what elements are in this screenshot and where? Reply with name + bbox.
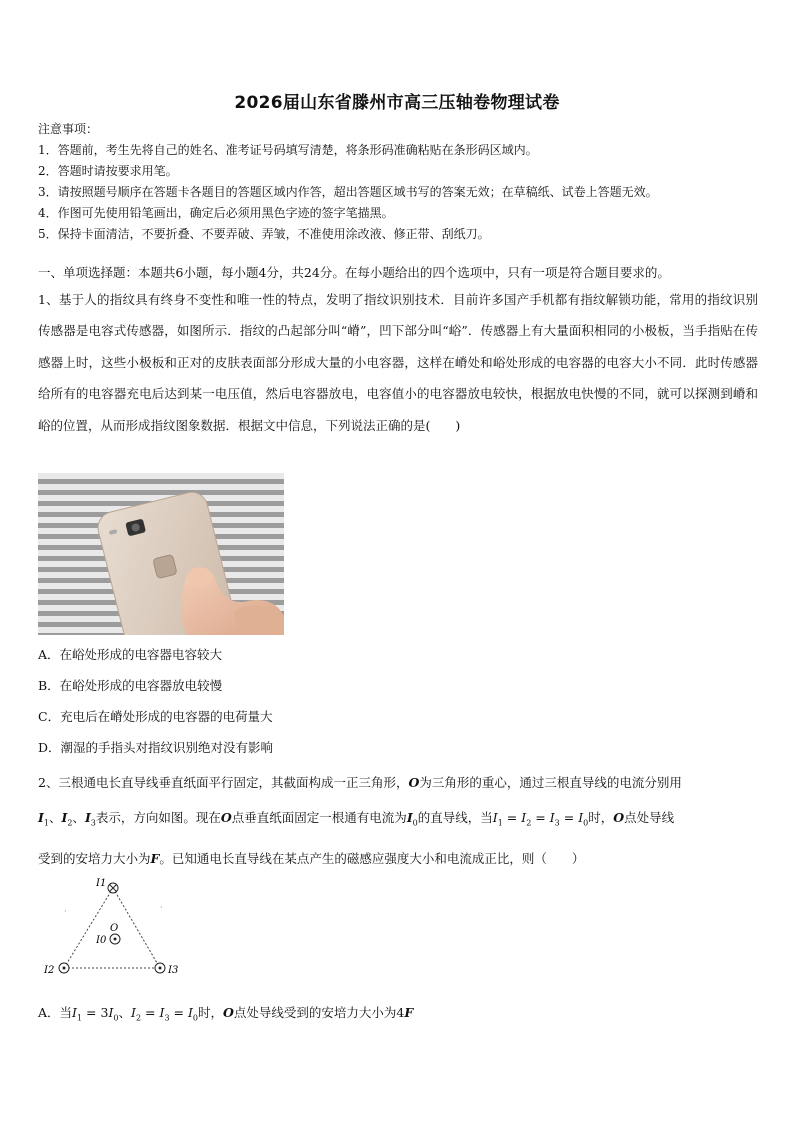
separator: 、	[48, 810, 62, 825]
subscript: 1	[76, 1013, 83, 1023]
q2-text: A．当	[38, 1005, 73, 1020]
triangle-edge-right	[113, 888, 160, 968]
q2-text: 点处导线受到的安培力大小为	[233, 1005, 397, 1020]
subscript: 2	[135, 1013, 142, 1023]
label-i0: I0	[96, 935, 107, 946]
question-1-option-b: B．在峪处形成的电容器放电较慢	[38, 678, 223, 693]
stray-mark: ·	[160, 903, 163, 913]
subscript: 0	[583, 818, 589, 828]
symbol-i: I	[38, 810, 44, 825]
triangle-edge-left	[64, 888, 113, 968]
subscript: 3	[90, 818, 96, 828]
symbol-i: I	[549, 810, 555, 825]
equals: =	[141, 1005, 160, 1020]
wire-i2-out-of-page-icon	[59, 963, 69, 973]
q2-text: 2、三根通电长直导线垂直纸面平行固定，其截面构成一正三角形，	[38, 775, 409, 790]
q2-text: 的直导线，当	[417, 810, 493, 825]
label-i3: I3	[168, 965, 179, 976]
equals: =	[559, 810, 579, 825]
notice-list	[38, 140, 768, 245]
subscript: 3	[554, 818, 560, 828]
symbol-i: I	[131, 1005, 136, 1020]
separator: 、	[72, 810, 85, 825]
symbol-i: I	[84, 810, 91, 825]
symbol-i: I	[187, 1005, 193, 1020]
q2-text: 时，	[198, 1005, 224, 1020]
subscript: 0	[192, 1013, 198, 1023]
phone-fingerprint-illustration	[38, 473, 284, 635]
triangle-diagram-svg	[38, 870, 198, 985]
q2-text: 点处导线	[624, 810, 675, 825]
notice-item: 2．答题时请按要求用笔。	[38, 164, 178, 178]
question-2-stem	[38, 765, 758, 876]
label-i2: I2	[44, 965, 55, 976]
wire-i3-out-of-page-icon	[155, 963, 165, 973]
q2-text: 点垂直纸面固定一根通有电流为	[231, 810, 407, 825]
subscript: 2	[67, 818, 73, 828]
label-o: O	[110, 923, 119, 934]
question-1-stem: 1、基于人的指纹具有终身不变性和唯一性的特点，发明了指纹识别技术．目前许多国产手机都有指纹解锁功能，常用的指纹识别传感器是电容式传感器，如图所示．指纹的凸起部分叫“嵴”，凹下部分叫“峪”．传感器上有大量面积相同的小极板，当手指贴在传感器上时，这些小极板和正对的皮肤表面部分形成大量的小电容器，这样在嵴处和峪处形成的电容器的电容大小不同．此时传感器给所有的电容器充电后达到某一电压值，然后电容器放电，电容值小的电容器放电较快，根据放电快慢的不同，就可以探测到嵴和峪的位置，从而形成指纹图象数据．根据文中信息，下列说法正确的是( )	[38, 292, 758, 433]
wire-i1-into-page-icon	[108, 883, 118, 893]
notice-heading: 注意事项：	[38, 122, 99, 136]
question-1-option-a: A．在峪处形成的电容器电容较大	[38, 647, 223, 662]
question-2-option-a	[38, 1003, 413, 1023]
symbol-f: F	[150, 850, 160, 866]
subscript: 1	[497, 818, 503, 828]
symbol-i: I	[406, 810, 413, 825]
q2-text: 时，	[588, 810, 614, 825]
notice-item: 4．作图可先使用铅笔画出，确定后必须用黑色字迹的签字笔描黑。	[38, 206, 394, 220]
symbol-i: I	[72, 1005, 77, 1020]
notice-item: 1．答题前，考生先将自己的姓名、准考证号码填写清楚，将条形码准确粘贴在条形码区域内。	[38, 143, 538, 157]
number: 4	[396, 1005, 405, 1020]
equals: =	[502, 810, 522, 825]
equals: =	[82, 1005, 101, 1020]
q2-text: 表示，方向如图。现在	[95, 810, 221, 825]
symbol-o: O	[613, 810, 625, 825]
equals: =	[531, 810, 550, 825]
notice-item: 3．请按照题号顺序在答题卡各题目的答题区域内作答，超出答题区域书写的答案无效；在草稿纸、试卷上答题无效。	[38, 185, 658, 199]
q2-text: 。已知通电长直导线在某点产生的磁感应强度大小和电流成正比，则（ ）	[159, 850, 585, 866]
question-1-option-c: C．充电后在嵴处形成的电容器的电荷量大	[38, 709, 273, 724]
label-i1: I1	[96, 878, 107, 889]
q2-text: 为三角形的重心，通过三根直导线的电流分别用	[419, 775, 682, 790]
subscript: 2	[526, 818, 532, 828]
triangle-wire-diagram	[38, 870, 198, 985]
symbol-o: O	[220, 810, 232, 825]
subscript: 0	[113, 1013, 119, 1023]
symbol-o: O	[408, 775, 420, 790]
symbol-i: I	[578, 810, 584, 825]
wire-i0-out-of-page-icon	[110, 934, 120, 944]
subscript: 1	[43, 818, 49, 828]
symbol-i: I	[492, 810, 498, 825]
symbol-i: I	[61, 810, 68, 825]
notice-item: 5．保持卡面清洁，不要折叠、不要弄破、弄皱，不准使用涂改液、修正带、刮纸刀。	[38, 227, 490, 241]
number: 3	[100, 1005, 109, 1020]
question-1-option-d: D．潮湿的手指头对指纹识别绝对没有影响	[38, 740, 274, 755]
section-title: 一、单项选择题：本题共6小题，每小题4分，共24分。在每小题给出的四个选项中，只有一项是符合题目要求的。	[38, 265, 670, 280]
symbol-o: O	[223, 1005, 234, 1020]
symbol-f: F	[404, 1005, 414, 1020]
page-title: 2026届山东省滕州市高三压轴卷物理试卷	[234, 93, 560, 113]
subscript: 3	[164, 1013, 170, 1023]
fingerprint-phone-photo	[38, 473, 284, 635]
symbol-i: I	[521, 810, 527, 825]
symbol-i: I	[108, 1005, 114, 1020]
q2-text: 受到的安培力大小为	[38, 850, 151, 866]
separator: 、	[118, 1005, 132, 1020]
symbol-i: I	[159, 1005, 165, 1020]
stray-mark: ·	[64, 907, 67, 917]
subscript: 0	[412, 818, 418, 828]
equals: =	[169, 1005, 188, 1020]
